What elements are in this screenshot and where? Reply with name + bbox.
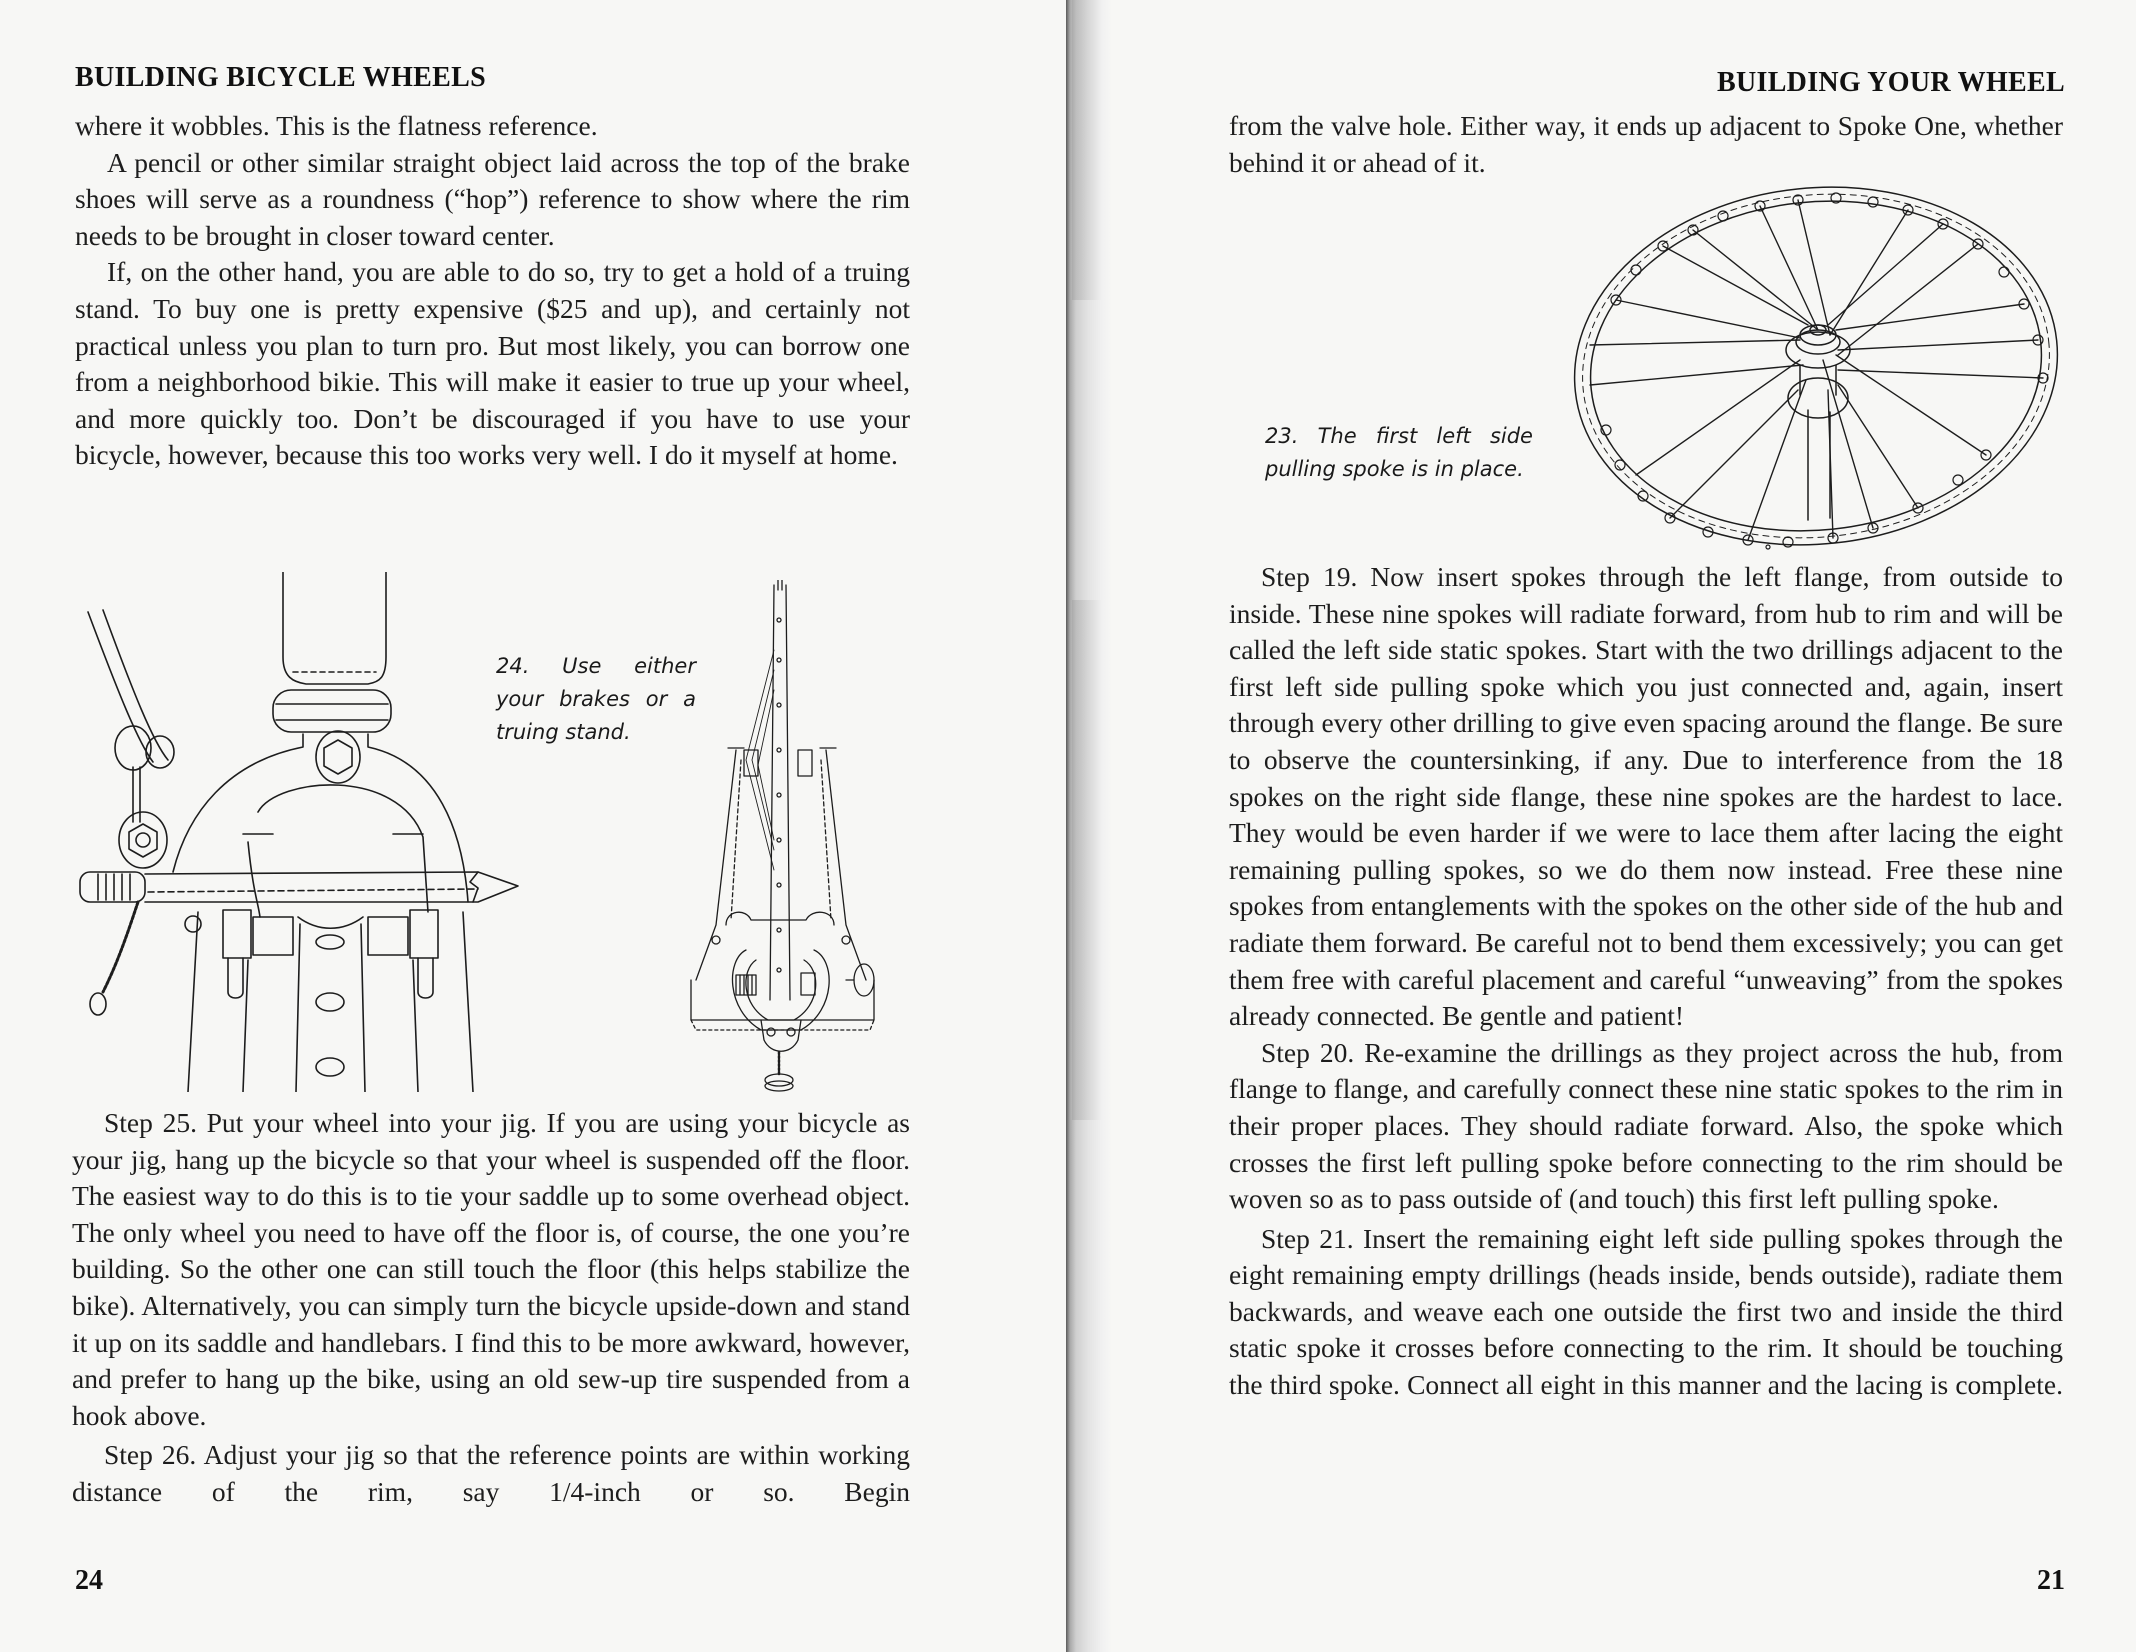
running-head-right: BUILDING YOUR WHEEL — [1717, 67, 2065, 98]
figure-caption-text: The first left side pulling spoke is in place. — [1265, 424, 1533, 481]
page-number-right: 21 — [2037, 1565, 2065, 1596]
left-bottom-text — [72, 1105, 910, 1511]
right-top-text — [1229, 108, 2063, 181]
page-number-left: 24 — [75, 1565, 103, 1596]
running-head-left: BUILDING BICYCLE WHEELS — [75, 62, 486, 93]
gutter-shadow — [1072, 0, 1102, 300]
paragraph: Step 25. Put your wheel into your jig. If you are using your bicycle as your jig, hang up the bicycle so that your wheel is suspended off the floor. The easiest way to do this is to tie your saddle up to some overhead object. The only wheel you need to have off the floor is, of course, the one you’re building. So the other one can still touch the floor (this helps stabilize the bike). Alternatively, you can simply turn the bicycle upside-down and stand it up on its saddle and handlebars. I find this to be more awkward, however, and prefer to hang up the bike, using an old sew-up tire suspended from a hook above. — [72, 1107, 910, 1431]
paragraph: Step 20. Re-examine the drillings as they project across the hub, from flange to flange, and carefully connect these nine static spokes to the rim in their proper places. They should radiate forward. Also, the spoke which crosses the first left pulling spoke before connecting to the rim should be woven so as to pass outside of (and touch) this first left pulling spoke. — [1229, 1036, 2063, 1215]
paragraph: Step 26. Adjust your jig so that the reference points are within working distance of the rim, say 1/4-inch or so. Begin — [72, 1439, 910, 1507]
paragraph: Step 21. Insert the remaining eight left side pulling spokes through the eight remaining empty drillings (heads inside, bends outside), radiate them backwards, and weave each one outside the first two and inside the third static spoke it crosses before connecting to the rim. It should be touching the third spoke. Connect all eight in this manner and the lacing is complete. — [1229, 1222, 2063, 1401]
figure-number: 24. — [496, 654, 530, 678]
left-top-text — [75, 108, 910, 474]
paragraph: where it wobbles. This is the flatness reference. — [75, 110, 598, 141]
gutter-shadow — [1072, 600, 1102, 1120]
figure-23-caption — [1265, 420, 1533, 486]
paragraph: A pencil or other similar straight object laid across the top of the brake shoes will serve as a roundness (“hop”) reference to show where the rim needs to be brought in closer toward center. — [75, 146, 910, 251]
right-bottom-text — [1229, 559, 2063, 1404]
truing-stand-illustration — [686, 580, 878, 1092]
paragraph: If, on the other hand, you are able to do so, try to get a hold of a truing stand. To buy one is pretty expensive ($25 and up), and certainly not practical unless you plan to turn pro. But most likely, you can borrow one from a neighborhood bikie. This will make it easier to true up your wheel, and more quickly too. Don’t be discouraged if you have to use your bicycle, however, because this too works very well. I do it myself at home. — [75, 256, 910, 471]
spoked-wheel-illustration — [1568, 180, 2064, 552]
figure-24-caption — [496, 650, 696, 749]
brake-caliper-illustration — [78, 572, 568, 1092]
figure-caption-text: Use either your brakes or a truing stand. — [496, 654, 696, 744]
paragraph: from the valve hole. Either way, it ends up adjacent to Spoke One, whether behind it or ahead of it. — [1229, 110, 2063, 178]
figure-number: 23. — [1265, 424, 1299, 448]
paragraph: Step 19. Now insert spokes through the left flange, from outside to inside. These nine spokes will radiate forward, from hub to rim and will be called the left side static spokes. Start with the two drillings adjacent to the first left side pulling spoke which you just connected and, again, insert through every other drilling to give even spacing around the flange. Be sure to observe the countersinking, if any. Due to interference from the 18 spokes on the right side flange, these nine spokes are the hardest to lace. They would be even harder if we were to lace them after lacing the eight remaining pulling spokes, so we do them now instead. Free these nine spokes from entanglements with the spokes on the other side of the hub and radiate them forward. Be careful not to bend them excessively; you can get them free with careful placement and careful “unweaving” from the spokes already connected. Be gentle and patient! — [1229, 561, 2063, 1032]
